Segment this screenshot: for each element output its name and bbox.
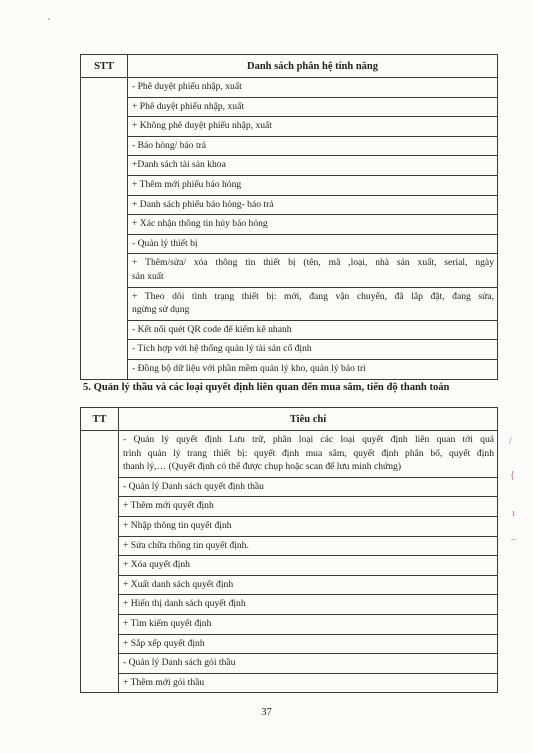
feature-row — [128, 196, 497, 216]
stt-cell — [81, 78, 128, 380]
margin-annotation: { — [510, 470, 515, 481]
criteria-row-line: - Quản lý quyết định Lưu trữ, phân loại các loại quyết định liên quan tới quá — [123, 434, 494, 445]
feature-table — [80, 54, 498, 380]
feature-row — [128, 176, 497, 196]
criteria-row-line: + Nhập thông tin quyết định — [123, 519, 232, 531]
criteria-row — [119, 556, 497, 576]
feature-row-line: + Phê duyệt phiếu nhập, xuất — [132, 100, 244, 112]
criteria-row-line: + Tìm kiếm quyết định — [123, 617, 212, 629]
feature-row — [128, 156, 497, 176]
feature-list-cell — [128, 78, 498, 380]
feature-row-line: - Quản lý thiết bị — [132, 237, 198, 249]
criteria-table-header — [81, 408, 498, 431]
stt-header: STT — [81, 55, 128, 78]
criteria-row-line: + Thêm mới gói thầu — [123, 676, 205, 688]
feature-row-line: - Báo hỏng/ báo trả — [132, 139, 207, 151]
criteria-row — [119, 537, 497, 557]
margin-annotation: ı — [512, 508, 515, 519]
criteria-header: Tiêu chí — [119, 408, 498, 431]
margin-annotation: _ — [511, 530, 516, 541]
criteria-list-cell — [119, 431, 498, 693]
feature-row — [128, 360, 497, 379]
section-heading: 5. Quản lý thầu và các loại quyết định liên quan đến mua sắm, tiến độ thanh toán — [83, 382, 450, 393]
criteria-table — [80, 407, 498, 693]
feature-row-line: - Tích hợp với hệ thống quản lý tài sản cố định — [132, 343, 312, 355]
feature-row-line: - Kết nối quét QR code để kiểm kê nhanh — [132, 323, 292, 335]
feature-row — [128, 235, 497, 255]
criteria-row-line: + Xuất danh sách quyết định — [123, 578, 234, 590]
feature-row — [128, 321, 497, 341]
feature-row-line: - Phê duyệt phiếu nhập, xuất — [132, 81, 242, 92]
feature-row — [128, 288, 497, 321]
feature-row — [128, 78, 497, 98]
criteria-row-line: + Xóa quyết định — [123, 559, 190, 571]
criteria-row — [119, 595, 497, 615]
feature-row-line: + Không phê duyệt phiếu nhập, xuất — [132, 120, 272, 132]
criteria-row — [119, 615, 497, 635]
criteria-row — [119, 478, 497, 498]
feature-list-header: Danh sách phân hệ tính năng — [128, 55, 498, 78]
tt-header: TT — [81, 408, 119, 431]
feature-row-line: - Đồng bộ dữ liệu với phần mềm quản lý kho, quản lý bảo trì — [132, 362, 366, 374]
criteria-row-line: + Hiển thị danh sách quyết định — [123, 598, 246, 610]
criteria-row — [119, 431, 497, 478]
criteria-row — [119, 654, 497, 674]
feature-row-line: sản xuất — [132, 270, 164, 282]
page-number: 37 — [261, 707, 272, 718]
feature-row-line: +Danh sách tài sản khoa — [132, 159, 226, 171]
criteria-row-line: + Sắp xếp quyết định — [123, 637, 205, 649]
criteria-row — [119, 635, 497, 655]
feature-row-line: + Thêm/sửa/ xóa thông tin thiết bị (tên, mã ,loại, nhà sản xuất, serial, ngày — [132, 257, 494, 269]
criteria-row-line: - Quản lý Danh sách gói thầu — [123, 657, 236, 669]
criteria-row-line: - Quản lý Danh sách quyết định thầu — [123, 480, 264, 492]
criteria-row — [119, 576, 497, 596]
criteria-row — [119, 674, 497, 693]
criteria-row — [119, 497, 497, 517]
feature-row-line: + Danh sách phiếu báo hỏng- báo trả — [132, 198, 274, 210]
tt-cell — [81, 431, 119, 693]
feature-row-line: ngừng sử dụng — [132, 304, 190, 316]
feature-row — [128, 254, 497, 287]
criteria-row-line: trình quản lý trang thiết bị: quyết định mua sắm, quyết định phân bổ, quyết định — [123, 447, 494, 459]
margin-annotation: / — [509, 436, 512, 447]
criteria-row-line: + Sửa chữa thông tin quyết định. — [123, 539, 249, 551]
criteria-row — [119, 517, 497, 537]
feature-row-line: + Xác nhận thông tin hủy báo hỏng — [132, 218, 268, 230]
feature-table-header — [81, 55, 498, 78]
feature-row — [128, 215, 497, 235]
scan-speck — [48, 18, 50, 20]
feature-row — [128, 117, 497, 137]
feature-row — [128, 98, 497, 118]
feature-row — [128, 137, 497, 157]
feature-row-line: + Thêm mới phiếu báo hỏng — [132, 178, 242, 190]
criteria-row-line: thanh lý,… (Quyết định có thể được chụp hoặc scan để lưu minh chứng) — [123, 461, 402, 473]
feature-row-line: + Theo dõi tình trạng thiết bị: mới, đang vận chuyển, đã lắp đặt, đang sửa, — [132, 290, 494, 302]
feature-row — [128, 340, 497, 360]
criteria-row-line: + Thêm mới quyết định — [123, 500, 214, 512]
